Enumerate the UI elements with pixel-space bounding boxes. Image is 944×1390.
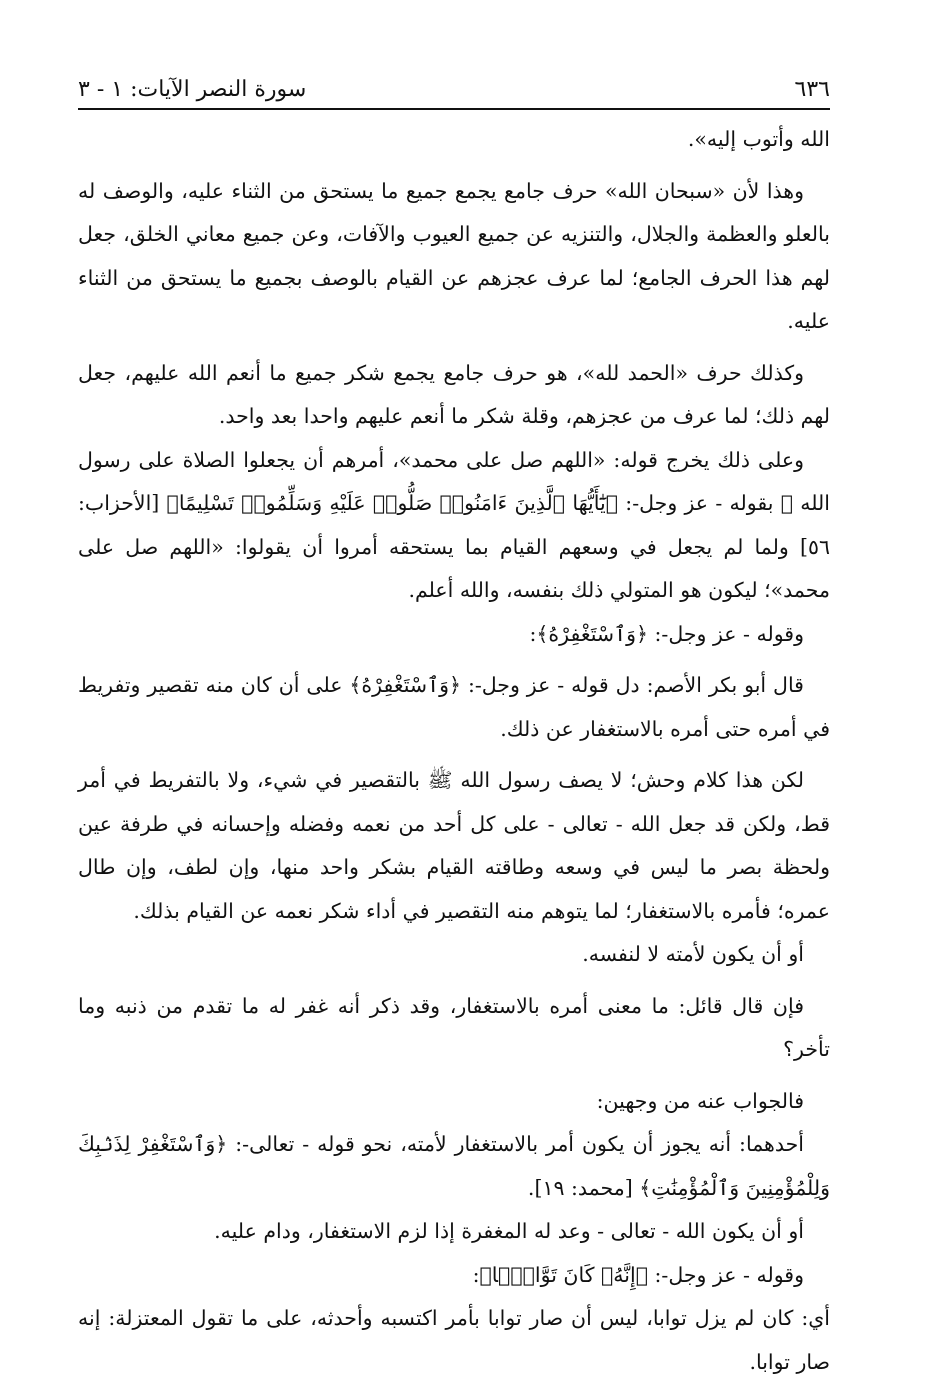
paragraph-1: الله وأتوب إليه». — [687, 127, 830, 151]
paragraph-3: وكذلك حرف «الحمد لله»، هو حرف جامع يجمع شكر جميع ما أنعم الله عليهم، جعل لهم ذلك؛ لما عرف من عجزهم، وقلة شكر ما أنعم عليهم واحدا بعد واحد. — [78, 360, 830, 428]
page-header — [78, 62, 830, 102]
paragraph-7: لكن هذا كلام وحش؛ لا يصف رسول الله ﷺ بالتقصير في شيء، ولا بالتفريط في أمر قط، ولكن قد جعل الله - تعالى - على كل أحد من نعمه وفضله وإحسانه في طرفة عين ولحظة بصر ما ليس في وسعه وطاقته القيام بشكر واحد منها، وإن لطف، وإن طال عمره؛ فأمره بالاستغفار؛ لما يتوهم منه التقصير في أداء شكر نعمه عن القيام بذلك. — [78, 768, 830, 923]
paragraph-13: وقوله - عز وجل-: ﴿إِنَّهُۥ كَانَ تَوَّابًۢا﴾: — [472, 1262, 804, 1287]
page-number: ٦٣٦ — [794, 77, 830, 102]
header-rule — [78, 108, 830, 110]
paragraph-6: قال أبو بكر الأصم: دل قوله - عز وجل-: ﴿وَٱسْتَغْفِرْهُ﴾ على أن كان منه تقصير وتفريط في أمره حتى أمره بالاستغفار عن ذلك. — [78, 673, 830, 741]
paragraph-4: وعلى ذلك يخرج قوله: «اللهم صل على محمد»، أمرهم أن يجعلوا الصلاة على رسول الله ﷺ بقوله - عز وجل-: ﴿يَٰٓأَيُّهَا ٱلَّذِينَ ءَامَنُوا۟ صَلُّوا۟ عَلَيْهِ وَسَلِّمُوا۟ تَسْلِيمًا﴾ [الأحزاب: ٥٦] ولما لم يجعل في وسعهم القيام بما يستحقه أمروا أن يقولوا: «اللهم صل على محمد»؛ ليكون هو المتولي ذلك بنفسه، والله أعلم. — [78, 447, 830, 602]
paragraph-11: أحدهما: أنه يجوز أن يكون أمر بالاستغفار لأمته، نحو قوله - تعالى-: ﴿وَٱسْتَغْفِرْ لِذَنۢبِكَ وَلِلْمُؤْمِنِينَ وَٱلْمُؤْمِنَٰتِ﴾ [محمد: ١٩]. — [78, 1132, 830, 1200]
page-body — [78, 118, 830, 1384]
paragraph-5: وقوله - عز وجل-: ﴿وَٱسْتَغْفِرْهُ﴾: — [529, 621, 804, 646]
paragraph-9: فإن قال قائل: ما معنى أمره بالاستغفار، وقد ذكر أنه غفر له ما تقدم من ذنبه وما تأخر؟ — [78, 993, 830, 1061]
paragraph-10: فالجواب عنه من وجهين: — [596, 1088, 804, 1113]
paragraph-14: أي: كان لم يزل توابا، ليس أن صار توابا بأمر اكتسبه وأحدثه، على ما تقول المعتزلة: إنه صار توابا. — [78, 1306, 830, 1374]
paragraph-8: أو أن يكون لأمته لا لنفسه. — [582, 942, 804, 966]
paragraph-12: أو أن يكون الله - تعالى - وعد له المغفرة إذا لزم الاستغفار، ودام عليه. — [214, 1219, 804, 1243]
paragraph-2: وهذا لأن «سبحان الله» حرف جامع يجمع جميع ما يستحق من الثناء عليه، والوصف له بالعلو والعظمة والجلال، والتنزيه عن جميع العيوب والآفات، وعن جميع معاني الخلق، جعل لهم هذا الحرف الجامع؛ لما عرف عجزهم عن القيام بالوصف بجميع ما يستحق من الثناء عليه. — [78, 178, 830, 333]
running-title: سورة النصر الآيات: ١ - ٣ — [78, 77, 307, 102]
